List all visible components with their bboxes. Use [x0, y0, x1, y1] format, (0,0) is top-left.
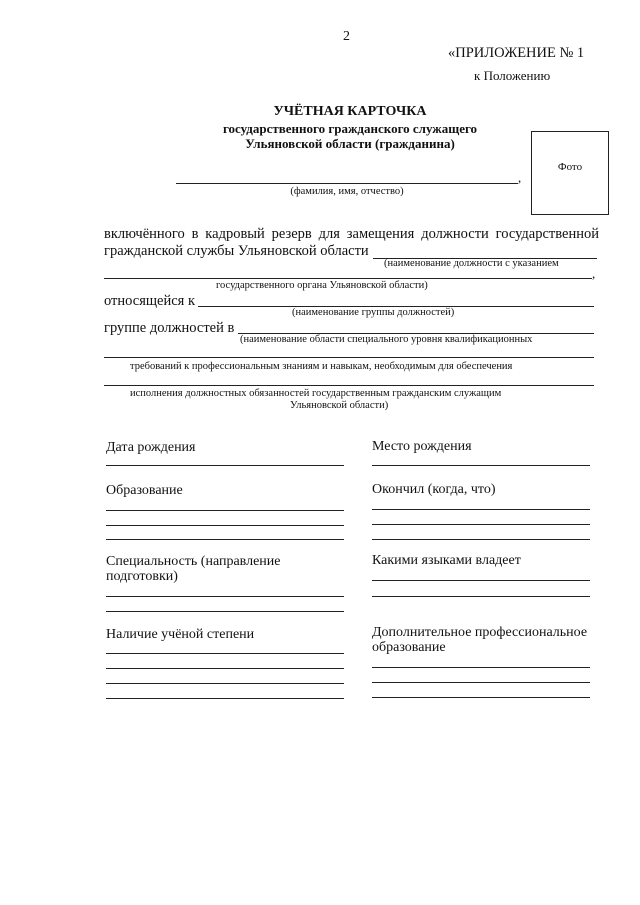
appendix-title: «ПРИЛОЖЕНИЕ № 1	[448, 45, 585, 61]
specialty-label-2: подготовки)	[106, 569, 178, 584]
graduated-label: Окончил (когда, что)	[372, 482, 496, 497]
degree-label: Наличие учёной степени	[106, 627, 255, 642]
education-label: Образование	[106, 483, 183, 498]
degree-line-3[interactable]	[106, 683, 344, 684]
degree-line-2[interactable]	[106, 668, 344, 669]
appendix-subtitle: к Положению	[474, 68, 551, 83]
full-name-caption: (фамилия, имя, отчество)	[290, 186, 404, 197]
requirements-caption: требований к профессиональным знаниям и навыкам, необходимым для обеспечения	[130, 361, 513, 372]
photo-label: Фото	[557, 161, 583, 173]
full-name-line[interactable]	[176, 183, 518, 184]
additional-education-line-1[interactable]	[372, 667, 590, 668]
full-name-comma: ,	[518, 170, 522, 185]
degree-line-1[interactable]	[106, 653, 344, 654]
graduated-line-3[interactable]	[372, 539, 590, 540]
agency-line[interactable]	[104, 278, 592, 279]
specialty-label-1: Специальность (направление	[106, 554, 281, 569]
document-subtitle-1: государственного гражданского служащего	[222, 121, 478, 136]
education-line-2[interactable]	[106, 525, 344, 526]
reserve-text-line2: гражданской службы Ульяновской области	[104, 243, 369, 259]
requirements-line-1[interactable]	[104, 357, 594, 358]
photo-box	[531, 131, 609, 215]
specialty-line-2[interactable]	[106, 611, 344, 612]
graduated-line-2[interactable]	[372, 524, 590, 525]
education-line-3[interactable]	[106, 539, 344, 540]
page-number: 2	[343, 29, 350, 44]
degree-line-4[interactable]	[106, 698, 344, 699]
birth-date-line[interactable]	[106, 465, 344, 466]
document-title: УЧЁТНАЯ КАРТОЧКА	[273, 104, 427, 119]
category-caption: (наименование области специального уровня квалификационных	[240, 334, 533, 345]
document-subtitle-2: Ульяновской области (гражданина)	[245, 136, 455, 151]
reserve-text-line1: включённого в кадровый резерв для замещения должности государственной	[104, 226, 599, 242]
duties-caption: исполнения должностных обязанностей государственным гражданским служащим	[130, 388, 502, 399]
additional-education-line-2[interactable]	[372, 682, 590, 683]
additional-education-label-2: образование	[372, 640, 446, 655]
requirements-line-2[interactable]	[104, 385, 594, 386]
additional-education-line-3[interactable]	[372, 697, 590, 698]
category-label: группе должностей в	[104, 320, 235, 336]
education-line-1[interactable]	[106, 510, 344, 511]
region-caption: Ульяновской области)	[290, 400, 389, 411]
group-label: относящейся к	[104, 293, 196, 309]
birth-place-line[interactable]	[372, 465, 590, 466]
birth-place-label: Место рождения	[372, 439, 472, 454]
agency-caption: государственного органа Ульяновской области)	[216, 280, 428, 291]
position-caption: (наименование должности с указанием	[384, 258, 559, 269]
languages-line-1[interactable]	[372, 580, 590, 581]
birth-date-label: Дата рождения	[106, 440, 196, 455]
group-caption: (наименование группы должностей)	[292, 307, 455, 318]
graduated-line-1[interactable]	[372, 509, 590, 510]
additional-education-label-1: Дополнительное профессиональное	[372, 625, 588, 640]
languages-line-2[interactable]	[372, 596, 590, 597]
agency-comma: ,	[592, 266, 596, 281]
languages-label: Какими языками владеет	[372, 553, 521, 568]
specialty-line-1[interactable]	[106, 596, 344, 597]
